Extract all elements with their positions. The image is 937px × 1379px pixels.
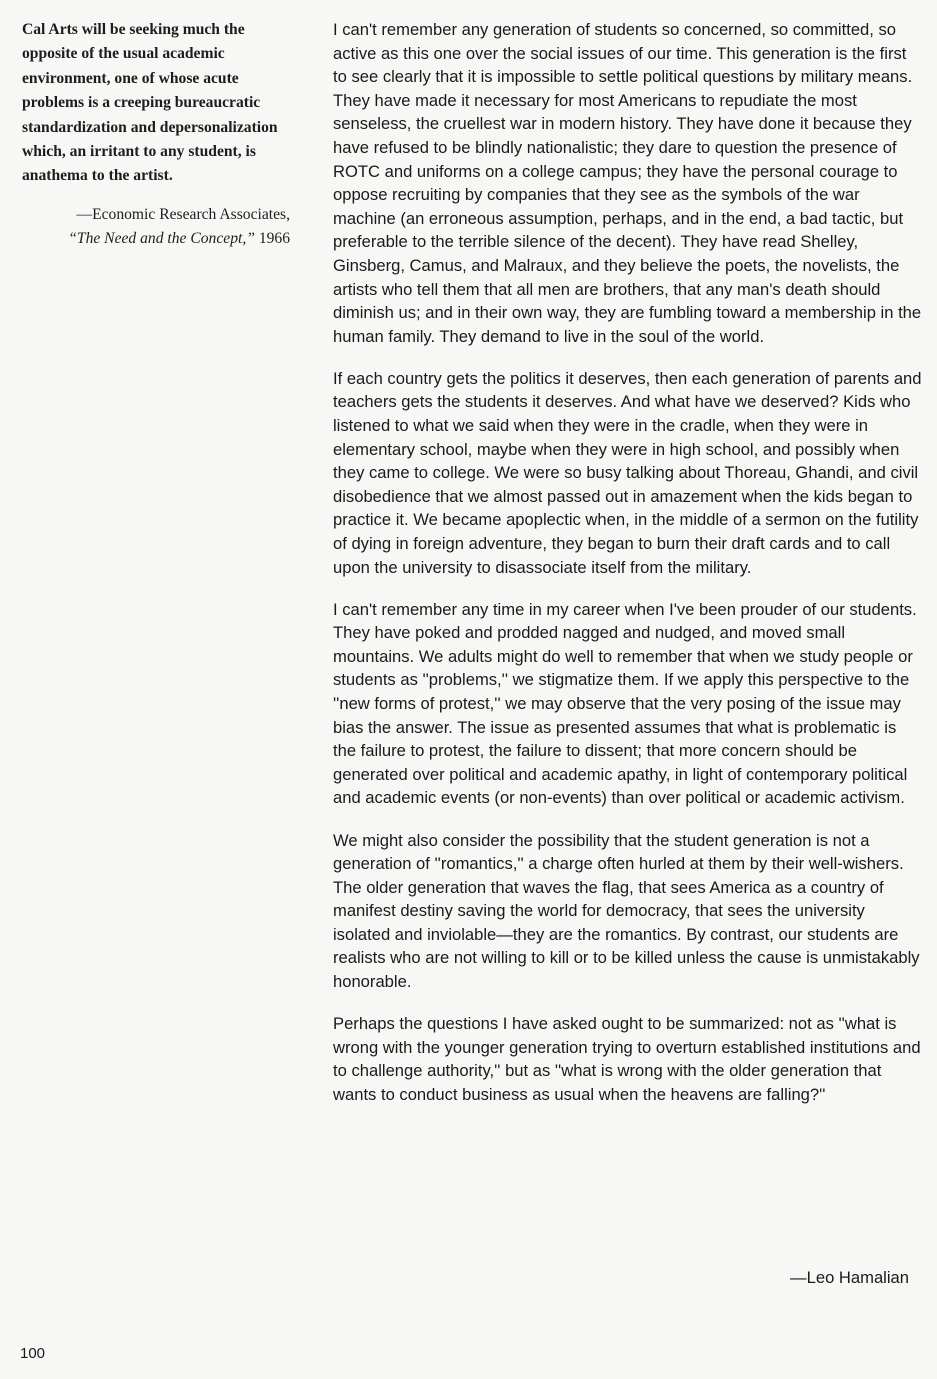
epigraph-attribution	[22, 203, 290, 252]
essay-paragraph: Perhaps the questions I have asked ought to be summarized: not as ''what is wrong with the younger generation trying to overturn established institutions and to challenge authority,'' but as ''what is wrong with the older generation that wants to conduct business as usual when the heavens are falling?''	[333, 1014, 921, 1104]
attribution-year: 1966	[258, 230, 290, 248]
essay-paragraph: I can't remember any generation of students so concerned, so committed, so active as this one over the social issues of our time. This generation is the first to see clearly that it is impossible to settle political questions by military means. They have made it necessary for most Americans to repudiate the most senseless, the cruellest war in modern history. They have done it because they have refused to be blindly nationalistic; they dare to question the presence of ROTC and uniforms on a college campus; they have the personal courage to oppose recruiting by companies that they see as the symbols of the war machine (an erroneous assumption, perhaps, and in the end, a bad tactic, but preferable to the terrible silence of the decent). They have read Shelley, Ginsberg, Camus, and Malraux, and they believe the poets, the novelists, the artists who tell them that all men are brothers, that any man's death should diminish us; and in their own way, they are fumbling toward a membership in the human family. They demand to live in the soul of the world.	[333, 20, 922, 346]
epigraph-quote: Cal Arts will be seeking much the opposite of the usual academic environment, one of whose acute problems is a creeping bureaucratic standardization and depersonalization which, an irritant to any student, is anathema to the artist.	[22, 21, 278, 185]
sidebar-epigraph	[22, 18, 290, 252]
page-number: 100	[20, 1345, 46, 1362]
essay-paragraph: If each country gets the politics it deserves, then each generation of parents and teachers gets the students it deserves. And what have we deserved? Kids who listened to what we said when they were in the cradle, when they were in elementary school, maybe when they were in high school, and possibly when they came to college. We were so busy talking about Thoreau, Ghandi, and civil disobedience that we almost passed out in amazement when the kids began to practice it. We became apoplectic when, in the middle of a sermon on the futility of dying in foreign adventure, they began to burn their draft cards and to call upon the university to disassociate itself from the military.	[333, 368, 922, 577]
essay-body	[333, 18, 923, 1125]
attribution-author: —Economic Research Associates,	[76, 205, 290, 223]
attribution-source	[22, 227, 290, 251]
attribution-title: “The Need and the Concept,”	[68, 230, 255, 248]
essay-paragraph: I can't remember any time in my career when I've been prouder of our students. They have poked and prodded nagged and nudged, and moved small mountains. We adults might do well to remember that when we study people or students as ''problems,'' we stigmatize them. If we apply this perspective to the ''new forms of protest,'' we may observe that the very posing of the issue may bias the answer. The issue as presented assumes that what is problematic is the failure to protest, the failure to dissent; that more concern should be generated over political and academic apathy, in light of contemporary political and academic events (or non-events) than over political or academic activism.	[333, 599, 917, 808]
essay-paragraph: We might also consider the possibility that the student generation is not a generation of ''romantics,'' a charge often hurled at them by their well-wishers. The older generation that waves the flag, that sees America as a country of manifest destiny saving the world for democracy, that sees the university isolated and inviolable—they are the romantics. By contrast, our students are realists who are not willing to kill or to be killed unless the cause is unmistakably honorable.	[333, 830, 920, 992]
author-signature: —Leo Hamalian	[790, 1268, 909, 1287]
